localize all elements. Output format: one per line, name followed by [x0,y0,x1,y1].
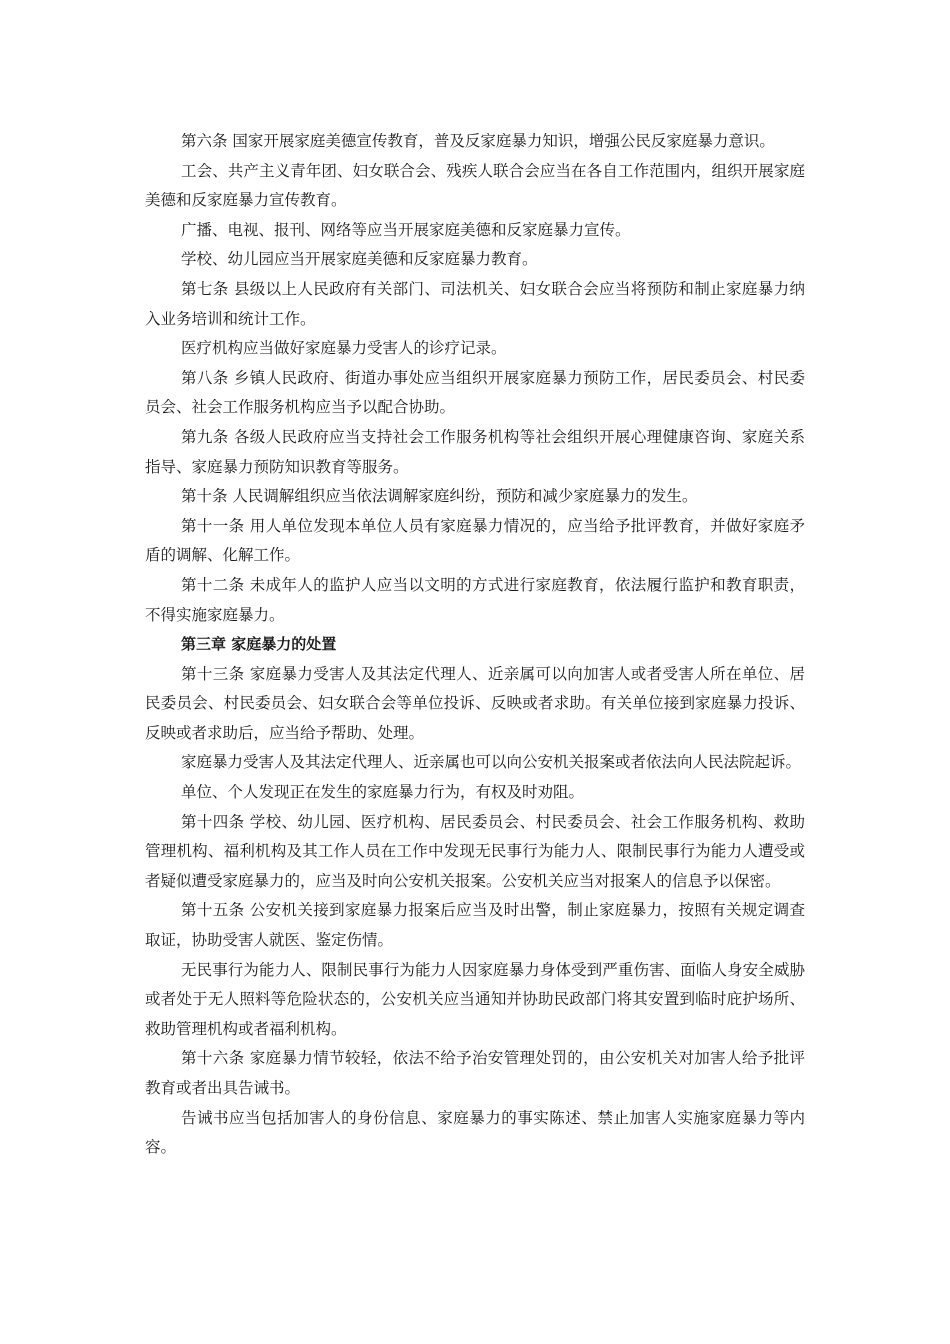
paragraph-unions: 工会、共产主义青年团、妇女联合会、残疾人联合会应当在各自工作范围内，组织开展家庭美德和反家庭暴力宣传教育。 [145,161,805,210]
paragraph-article-6: 第六条 国家开展家庭美德宣传教育，普及反家庭暴力知识，增强公民反家庭暴力意识。 [181,132,775,150]
paragraph-article-11: 第十一条 用人单位发现本单位人员有家庭暴力情况的，应当给予批评教育，并做好家庭矛盾的调解、化解工作。 [145,516,805,565]
paragraph-article-7: 第七条 县级以上人民政府有关部门、司法机关、妇女联合会应当将预防和制止家庭暴力纳入业务培训和统计工作。 [145,279,805,328]
paragraph-shelter: 无民事行为能力人、限制民事行为能力人因家庭暴力身体受到严重伤害、面临人身安全威胁或者处于无人照料等危险状态的，公安机关应当通知并协助民政部门将其安置到临时庇护场所、救助管理机构或者福利机构。 [145,960,805,1038]
paragraph-media: 广播、电视、报刊、网络等应当开展家庭美德和反家庭暴力宣传。 [181,220,631,239]
paragraph-article-13: 第十三条 家庭暴力受害人及其法定代理人、近亲属可以向加害人或者受害人所在单位、居民委员会、村民委员会、妇女联合会等单位投诉、反映或者求助。有关单位接到家庭暴力投诉、反映或者求助后，应当给予帮助、处理。 [145,664,805,742]
paragraph-article-14: 第十四条 学校、幼儿园、医疗机构、居民委员会、村民委员会、社会工作服务机构、救助管理机构、福利机构及其工作人员在工作中发现无民事行为能力人、限制民事行为能力人遭受或者疑似遭受家庭暴力的，应当及时向公安机关报案。公安机关应当对报案人的信息予以保密。 [145,812,805,890]
paragraph-dissuade: 单位、个人发现正在发生的家庭暴力行为，有权及时劝阻。 [181,783,585,802]
paragraph-article-9: 第九条 各级人民政府应当支持社会工作服务机构等社会组织开展心理健康咨询、家庭关系指导、家庭暴力预防知识教育等服务。 [145,427,805,476]
paragraph-article-15: 第十五条 公安机关接到家庭暴力报案后应当及时出警，制止家庭暴力，按照有关规定调查取证，协助受害人就医、鉴定伤情。 [145,901,805,950]
paragraph-article-8: 第八条 乡镇人民政府、街道办事处应当组织开展家庭暴力预防工作，居民委员会、村民委员会、社会工作服务机构应当予以配合协助。 [145,368,805,417]
paragraph-article-10: 第十条 人民调解组织应当依法调解家庭纠纷，预防和减少家庭暴力的发生。 [181,487,698,506]
paragraph-report-police: 家庭暴力受害人及其法定代理人、近亲属也可以向公安机关报案或者依法向人民法院起诉。 [181,753,802,772]
paragraph-warning-letter: 告诫书应当包括加害人的身份信息、家庭暴力的事实陈述、禁止加害人实施家庭暴力等内容。 [145,1108,805,1157]
paragraph-medical: 医疗机构应当做好家庭暴力受害人的诊疗记录。 [181,339,507,358]
paragraph-schools: 学校、幼儿园应当开展家庭美德和反家庭暴力教育。 [181,250,538,269]
document-page [145,127,805,1163]
paragraph-article-16: 第十六条 家庭暴力情节较轻，依法不给予治安管理处罚的，由公安机关对加害人给予批评教育或者出具告诫书。 [145,1049,805,1097]
paragraph-article-12: 第十二条 未成年人的监护人应当以文明的方式进行家庭教育，依法履行监护和教育职责，不得实施家庭暴力。 [145,575,805,624]
chapter-heading: 第三章 家庭暴力的处置 [181,635,337,654]
